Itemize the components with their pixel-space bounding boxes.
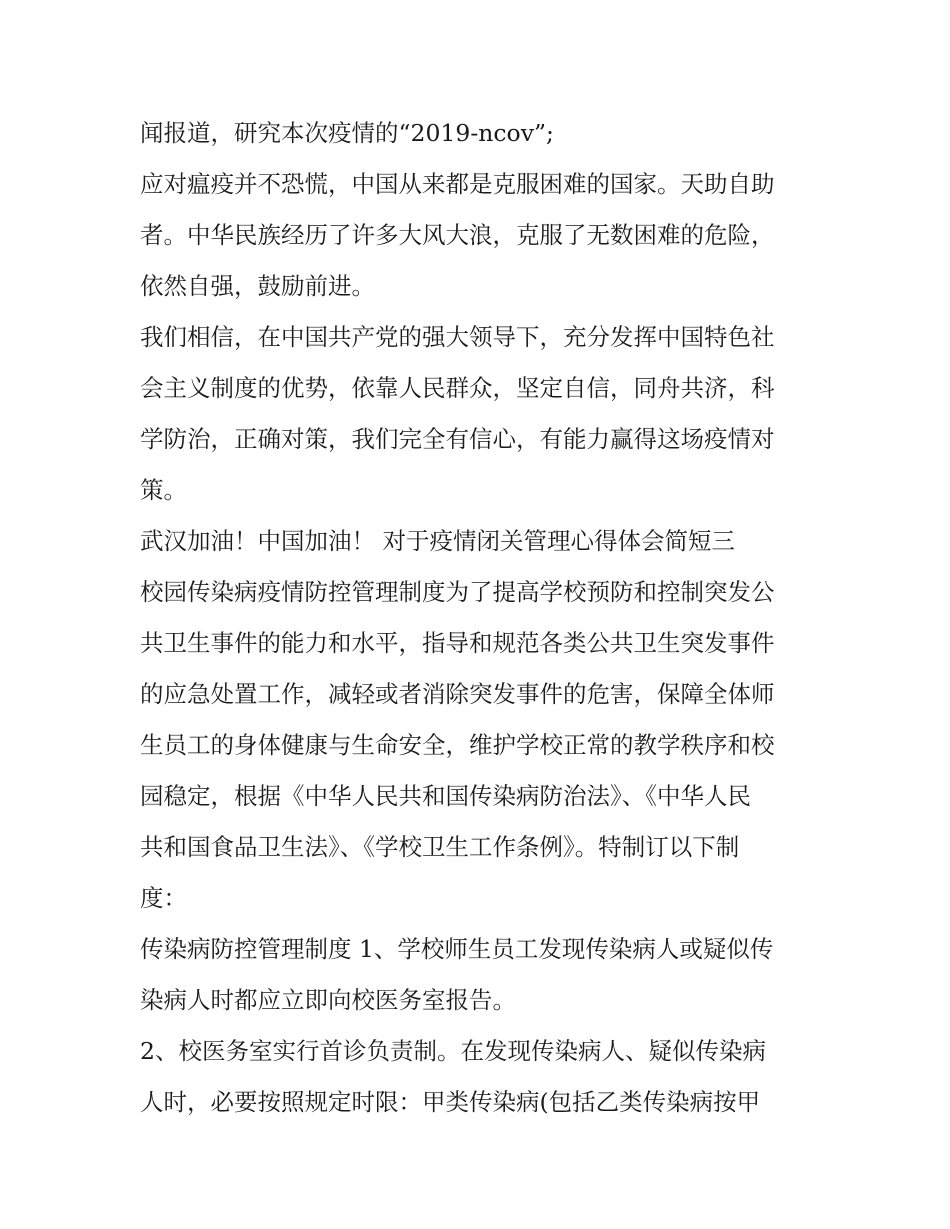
document-body [140,108,820,1128]
text-line: 闻报道，研究本次疫情的“2019-ncov”; [140,119,554,147]
text-line: 共卫生事件的能力和水平，指导和规范各类公共卫生突发事件 [140,629,775,657]
text-line: 者。中华民族经历了许多大风大浪，克服了无数困难的危险， [140,221,775,249]
text-line: 人时，必要按照规定时限：甲类传染病(包括乙类传染病按甲 [140,1088,761,1116]
text-line: 依然自强，鼓励前进。 [140,272,375,300]
text-line: 度： [140,884,187,912]
text-line: 传染病防控管理制度 1、学校师生员工发现传染病人或疑似传 [140,935,774,963]
text-line: 武汉加油！中国加油！ 对于疫情闭关管理心得体会简短三 [140,527,735,555]
text-line: 应对瘟疫并不恐慌，中国从来都是克服困难的国家。天助自助 [140,170,775,198]
text-line: 策。 [140,476,187,504]
text-line: 染病人时都应立即向校医务室报告。 [140,986,516,1014]
text-line: 学防治，正确对策，我们完全有信心，有能力赢得这场疫情对 [140,425,775,453]
text-line: 生员工的身体健康与生命安全，维护学校正常的教学秩序和校 [140,731,775,759]
text-line: 园稳定，根据《中华人民共和国传染病防治法》、《中华人民 [140,782,751,810]
text-line: 的应急处置工作，减轻或者消除突发事件的危害，保障全体师 [140,680,775,708]
text-line: 会主义制度的优势，依靠人民群众，坚定自信，同舟共济，科 [140,374,775,402]
text-line: 共和国食品卫生法》、《学校卫生工作条例》。特制订以下制 [140,833,740,861]
text-line: 2、校医务室实行首诊负责制。在发现传染病人、疑似传染病 [140,1037,766,1065]
text-line: 我们相信，在中国共产党的强大领导下，充分发挥中国特色社 [140,323,775,351]
text-line: 校园传染病疫情防控管理制度为了提高学校预防和控制突发公 [140,578,775,606]
